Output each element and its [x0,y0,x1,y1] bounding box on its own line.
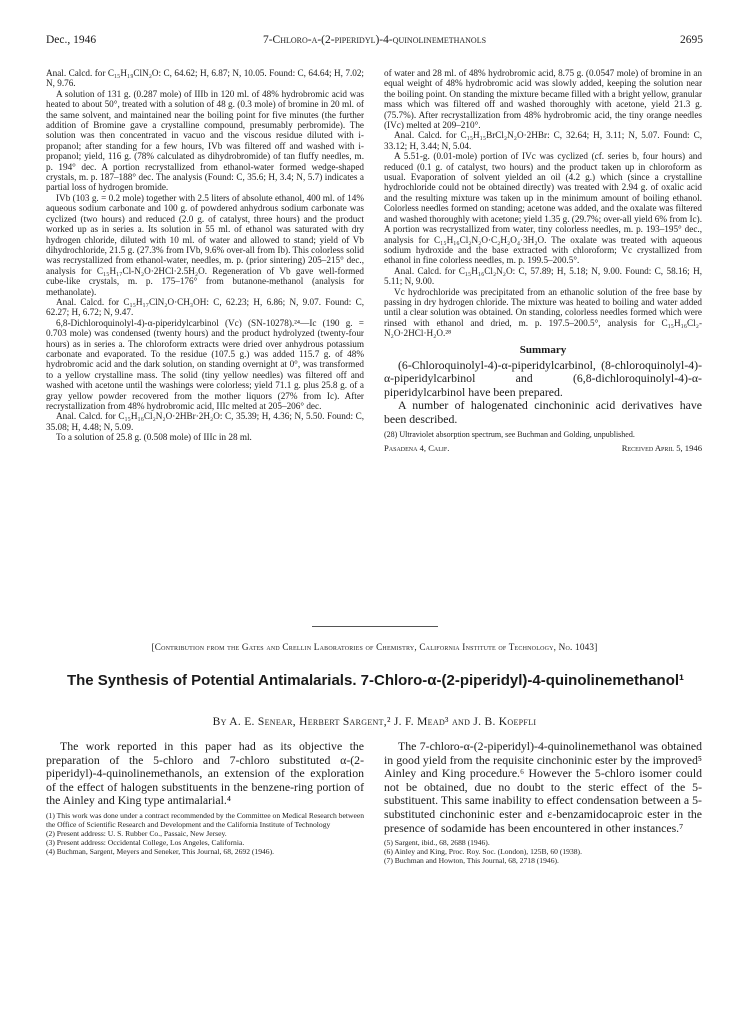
footnote: (4) Buchman, Sargent, Meyers and Seneker, This Journal, 68, 2692 (1946). [46,846,275,856]
article-footer [384,443,702,455]
article-right-column [384,740,702,865]
text-paragraph: A 5.51-g. (0.01-mole) portion of IVc was cyclized (cf. series b, four hours) and reduced (0.1 g. of catalyst, two hours) and the product taken up in chloroform as usual. Evaporation of solvent yielded an oil (4.2 g.) which (since a crystalline hydrochloride could not be obtained directly) was treated with 2.94 g. of oxalic acid and the resulting mixture was taken up in the minimum amount of boiling ethanol. Colorless needles formed on standing; acetone was added, and the oxalate was filtered and washed thoroughly with acetone; yield 1.35 g. (29.7%; over-all yield 6% from Ic). A portion was recrystallized from water, tiny colorless needles, m. p. 193–195° dec., analysis for C₁₅H₁₆Cl₂N₂O·C₂H₂O₄·3H₂O. The oxalate was treated with aqueous sodium hydroxide and the base extracted with chloroform; Vc crystallized from ethanol in fine colorless needles, m. p. 199.5–200.5°. [384,151,702,266]
running-head-title: 7-Chloro-α-(2-piperidyl)-4-quinolinemethanols [262,34,487,46]
footnotes-left [46,811,364,856]
analysis-paragraph: Anal. Calcd. for C₁₅H₁₅BrCl₂N₂O·2HBr: C, 32.64; H, 3.11; N, 5.07. Found: C, 33.12; H, 3.44; N, 5.04. [384,130,702,151]
running-head-date: Dec., 1946 [46,34,97,46]
summary-heading: Summary [519,343,567,356]
article-title: The Synthesis of Potential Antimalarials. 7-Chloro-α-(2-piperidyl)-4-quinolinemethanol¹ [66,672,685,689]
analysis-paragraph: Anal. Calcd. for C₁₅H₁₆Cl₂N₂O: C, 57.89; H, 5.18; N, 9.00. Found: C, 58.16; H, 5.11; N, 9.00. [384,265,702,287]
footnote: (1) This work was done under a contract recommended by the Committee on Medical Research between the Office of Scientific Research and Development and the California Institute of Technology [46,810,364,829]
received-date: Received April 5, 1946 [621,443,702,454]
summary-paragraph: A number of halogenated cinchoninic acid derivatives have been described. [384,398,702,426]
text-paragraph: To a solution of 25.8 g. (0.508 mole) of IIIc in 28 ml. [56,432,252,443]
text-paragraph: IVb (103 g. = 0.2 mole) together with 2.5 liters of absolute ethanol, 400 ml. of 14% aqueous sodium carbonate and 100 g. of powdered anhydrous sodium carbonate was cyclized (two hours) and reduced (2.0 g. of catalyst, three hours) and the product worked up as in series a. Its solution in 55 ml. of ethanol was saturated with dry hydrogen chloride, diluted with 10 ml. of water and allowed to stand; yield of Vb dihydrochloride, 21.5 g. (27.3% from IVb, 9.6% over-all from Ib). This colorless solid was recrystallized from ethanol-water, needles, m. p. (prior sintering) 205–215° dec., analysis for C₁₅H₁₇Cl-N₂O·2HCl·2.5H₂O. Regeneration of Vb gave well-formed cube-like crystals, m. p. 175–176° from butanone-methanol (analysis for methanolate). [46,192,364,297]
page-number: 2695 [680,34,703,46]
analysis-paragraph: Anal. Calcd. for C₁₅H₁₆Cl₂N₂O·2HBr·2H₂O: C, 35.39; H, 4.36; N, 5.50. Found: C, 35.08; H, 4.48; N, 5.09. [46,411,364,432]
article-left-column [46,740,364,856]
author-line: By A. E. Senear, Herbert Sargent,² J. F. Mead³ and J. B. Koepfli [212,716,537,728]
previous-article-left-column [46,68,364,443]
body-paragraph: The 7-chloro-α-(2-piperidyl)-4-quinolinemethanol was obtained in good yield from the requisite cinchoninic ester by the improved⁵ Ainley and King procedure.⁶ However the 5-chloro isomer could not be obtained, due no doubt to the steric effect of the 5-substituent. This same inability to effect condensation between a 5-substituted cinchoninic ester and ε-benzamidocaproic ester in the presence of sodamide has been encountered in other instances.⁷ [384,739,702,835]
text-paragraph: Vc hydrochloride was precipitated from an ethanolic solution of the free base by passing in dry hydrogen chloride. The mixture was heated to boiling and water added until a clear solution was obtained. On standing, colorless needles formed which were rinsed with ethanol and dried, m. p. 197.5–200.5°, analysis for C₁₅H₁₆Cl₂-N₂O·2HCl·H₂O.²⁸ [384,286,702,339]
footnote: (3) Present address: Occidental College, Los Angeles, California. [46,837,245,847]
body-paragraph: The work reported in this paper had as its objective the preparation of the 5-chloro and 7-chloro substituted α-(2-piperidyl)-4-quinolinemethanols, an extension of the exploration of the effect of halogen substituents in the benzene-ring portion of the Ainley and King type antimalarial.⁴ [46,739,364,808]
summary-paragraph: (6-Chloroquinolyl-4)-α-piperidylcarbinol, (8-chloroquinolyl-4)-α-piperidylcarbinol and (6,8-dichloroquinolyl-4)-α-piperidylcarbinol have been prepared. [384,357,702,399]
text-paragraph: A solution of 131 g. (0.287 mole) of IIIb in 120 ml. of 48% hydrobromic acid was heated to about 50°, treated with a solution of 48 g. (0.3 mole) of bromine in 20 ml. of the same solvent, and maintained near the boiling point for five minutes (the further addition of Bromine gave a crystalline compound, presumably perbromide). The solution was then concentrated in vacuo and the viscous residue diluted with i-propanol; after standing for a few hours, IVb was filtered off and washed with i-propanol; yield, 116 g. (78% calculated as dihydrobromide) of tan fluffy needles, m. p. 194° dec. A portion recrystallized from ethanol-water formed wedge-shaped crystals, m. p. 187–188° dec. The analysis (Found: C, 35.6; H, 3.4; N, 5.7) indicates a partial loss of hydrogen bromide. [46,88,364,193]
previous-article-right-column [384,68,702,455]
footnote: (28) Ultraviolet absorption spectrum, see Buchman and Golding, unpublished. [384,430,635,439]
text-paragraph: 6,8-Dichloroquinolyl-4)-α-piperidylcarbinol (Vc) (SN-10278).²⁴—Ic (190 g. = 0.703 mole) was condensed (twenty hours) and the product hydrolyzed (twenty-four hours) as in series a. The chloroform extracts were dried over anhydrous potassium carbonate and evaporated. To the residue (107.5 g.) was added 115.7 g. of 48% hydrobromic acid and the dark solution, on standing overnight at 0°, was transformed to a yellow crystalline mass. The solid (tiny yellow needles) was filtered off and washed with acetone until the washings were colorless; yield 71.1 g. plus 25.8 g. of a gray yellow powder recovered from the mother liquors (27% from Ic). After recrystallization from 48% hydrobromic acid, IIIc melted at 205–206° dec. [46,317,364,411]
location: Pasadena 4, Calif. [384,443,450,454]
text-paragraph: of water and 28 ml. of 48% hydrobromic acid, 8.75 g. (0.0547 mole) of bromine in an equal weight of 48% hydrobromic acid was slowly added, keeping the solution near the boiling point. On standing the mixture became filled with a bright yellow, granular mass which was filtered off and washed thoroughly with acetone, yield 21.3 g. (75.7%). After recrystallization from 48% hydrobromic acid, the tiny orange needles (IVc) melted at 209–210°. [384,68,702,131]
footnote: (6) Ainley and King, Proc. Roy. Soc. (London), 125B, 60 (1938). [384,847,582,857]
contribution-line: [Contribution from the Gates and Crellin Laboratories of Chemistry, California Institute of Technology, No. 1043] [151,642,598,652]
analysis-paragraph: Anal. Calcd. for C₁₅H₁₉ClN₂O: C, 64.62; H, 6.87; N, 10.05. Found: C, 64.64; H, 7.02; N, 9.76. [46,68,364,89]
analysis-paragraph: Anal. Calcd. for C₁₅H₁₇ClN₂O·CH₃OH: C, 62.23; H, 6.86; N, 9.07. Found: C, 62.27; H, 6.72; N, 9.47. [46,296,364,318]
footnote: (5) Sargent, ibid., 68, 2688 (1946). [384,838,490,848]
running-head [46,34,703,50]
summary-section [384,359,702,426]
footnote: (7) Buchman and Howton, This Journal, 68, 2718 (1946). [384,856,559,866]
footnote: (2) Present address: U. S. Rubber Co., Passaic, New Jersey. [46,828,227,838]
article-divider [312,626,438,627]
footnotes-right [384,838,702,865]
